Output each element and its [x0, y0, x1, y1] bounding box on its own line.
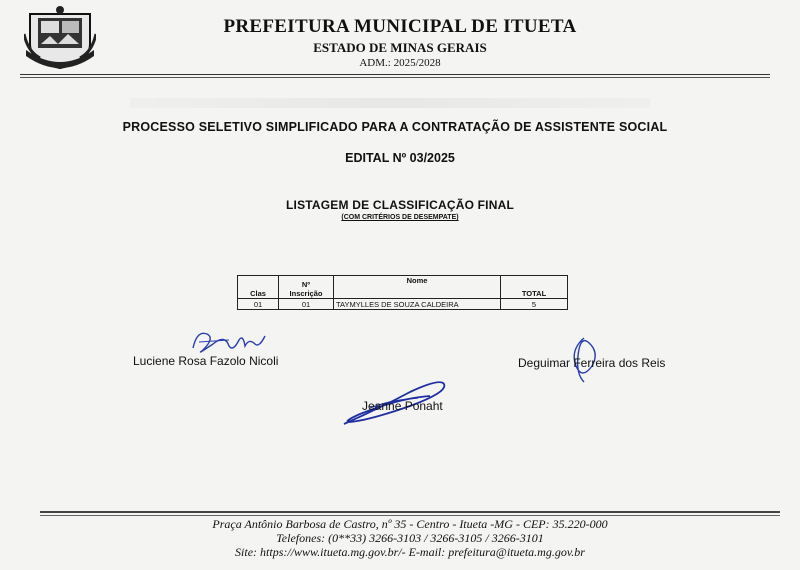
header-title: PREFEITURA MUNICIPAL DE ITUETA [223, 16, 577, 37]
table-header-row [238, 276, 568, 299]
signature-name-luciene: Luciene Rosa Fazolo Nicoli [133, 354, 279, 368]
column-header-inscricao-label: Inscrição [289, 289, 323, 298]
cell-clas: 01 [238, 299, 279, 310]
column-header-inscricao [279, 276, 334, 299]
footer-divider-secondary [40, 515, 780, 516]
column-header-inscricao-n: Nº [301, 280, 311, 289]
footer-site-email: Site: https://www.itueta.mg.gov.br/- E-mail: prefeitura@itueta.mg.gov.br [235, 545, 585, 559]
table-row [238, 299, 568, 310]
footer-phones: Telefones: (0**33) 3266-3103 / 3266-3105 / 3266-3101 [276, 531, 544, 545]
show-through-shadow [130, 98, 650, 108]
cell-nome: TAYMYLLES DE SOUZA CALDEIRA [334, 299, 501, 310]
header-state: ESTADO DE MINAS GERAIS [313, 40, 487, 55]
cell-inscricao: 01 [279, 299, 334, 310]
cell-total: 5 [501, 299, 568, 310]
process-title: PROCESSO SELETIVO SIMPLIFICADO PARA A CONTRATAÇÃO DE ASSISTENTE SOCIAL [122, 120, 668, 134]
list-title: LISTAGEM DE CLASSIFICAÇÃO FINAL [286, 198, 514, 212]
list-subtitle: (COM CRITÉRIOS DE DESEMPATE) [341, 214, 459, 221]
header-divider [20, 74, 770, 75]
coat-of-arms-logo [24, 4, 96, 70]
signature-name-deguimar: Deguimar Ferreira dos Reis [518, 356, 666, 370]
column-header-total: TOTAL [501, 276, 568, 299]
signature-scribble-luciene [185, 326, 275, 356]
signature-name-jeanne: Jeanne Ponaht [362, 399, 443, 413]
column-header-clas: Clas [238, 276, 279, 299]
footer-address: Praça Antônio Barbosa de Castro, nº 35 - Centro - Itueta -MG - CEP: 35.220-000 [212, 517, 608, 531]
edital-number: EDITAL Nº 03/2025 [345, 151, 455, 165]
header-divider-secondary [20, 77, 770, 78]
header-administration: ADM.: 2025/2028 [359, 57, 441, 69]
classification-table [237, 275, 568, 310]
column-header-nome: Nome [334, 276, 501, 299]
footer-divider [40, 511, 780, 513]
